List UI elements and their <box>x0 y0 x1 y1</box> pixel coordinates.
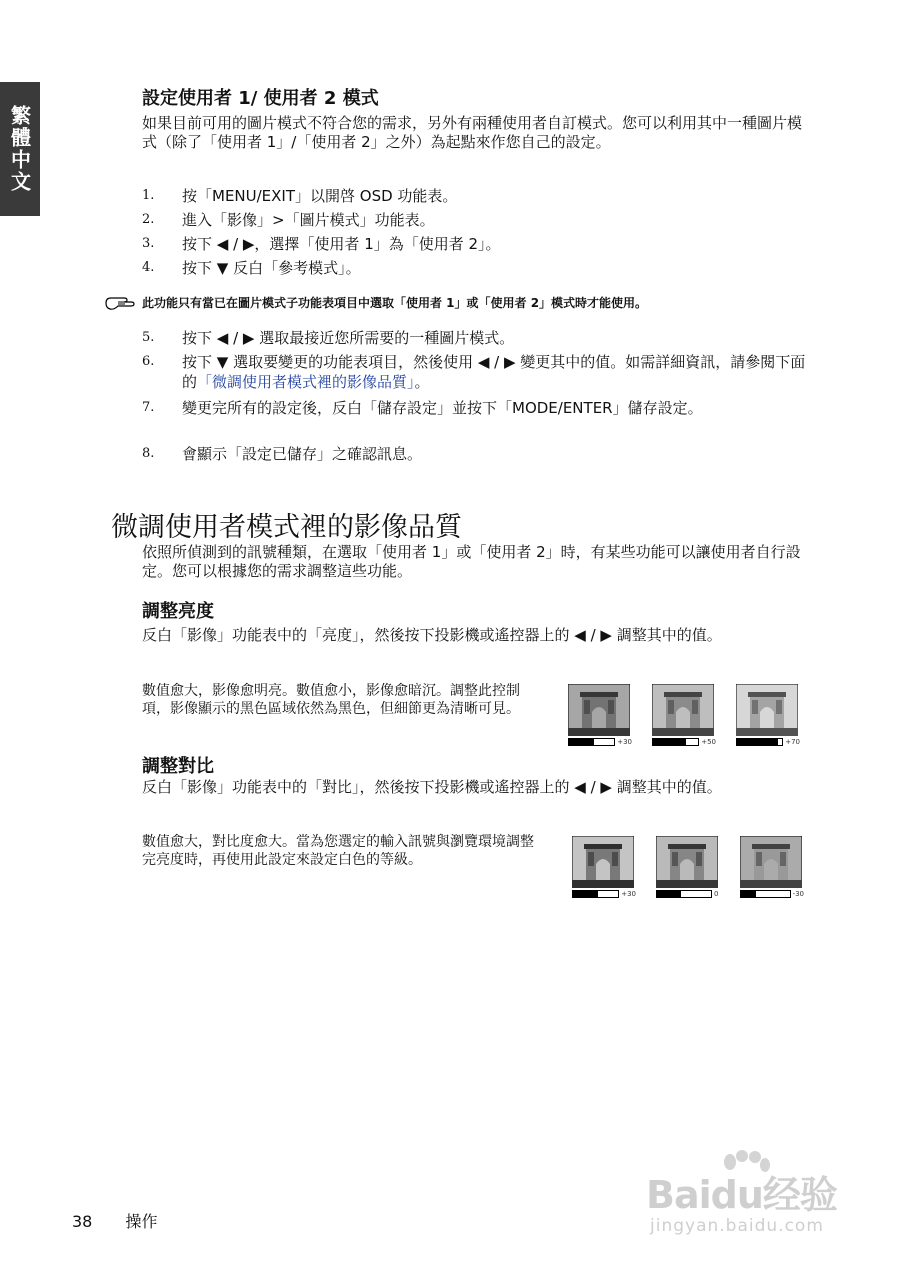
step-number: 3. <box>142 236 155 251</box>
level-bar <box>656 890 712 898</box>
contrast-sample-3 <box>740 836 804 898</box>
watermark-url: jingyan.baidu.com <box>650 1216 824 1236</box>
level-fill <box>741 891 756 897</box>
level-fill <box>653 739 686 745</box>
level-fill <box>573 891 598 897</box>
step-item <box>142 258 804 282</box>
baidu-watermark <box>640 1150 870 1245</box>
step-text <box>182 352 808 398</box>
level-bar <box>572 890 619 898</box>
contrast-sample-1 <box>572 836 636 898</box>
brightness-samples <box>568 684 800 746</box>
step-number: 6. <box>142 354 155 369</box>
step-text: 按下 ◀ / ▶，選擇「使用者 1」為「使用者 2」。 <box>182 235 501 253</box>
page-footer <box>72 1209 157 1232</box>
level-value: +70 <box>785 738 800 746</box>
arch-photo <box>736 684 798 736</box>
pointing-hand-icon <box>104 293 136 311</box>
level-fill <box>737 739 778 745</box>
step-text: 按下 ◀ / ▶ 選取最接近您所需要的一種圖片模式。 <box>182 329 515 347</box>
contrast-desc: 反白「影像」功能表中的「對比」，然後按下投影機或遙控器上的 ◀ / ▶ 調整其中的值。 <box>142 778 722 796</box>
arch-photo <box>740 836 802 888</box>
step-item <box>142 352 808 398</box>
level-meter <box>568 738 632 746</box>
level-meter <box>572 890 636 898</box>
step-number: 2. <box>142 212 155 227</box>
step-item <box>142 398 808 444</box>
step-item <box>142 328 808 352</box>
quality-section-link[interactable]: 「微調使用者模式裡的影像品質」 <box>197 373 415 391</box>
arch-photo <box>572 836 634 888</box>
brightness-sample-2 <box>652 684 716 746</box>
level-value: +30 <box>617 738 632 746</box>
step-number: 5. <box>142 330 155 345</box>
steps-list-b <box>142 328 808 468</box>
level-meter <box>736 738 800 746</box>
note-callout <box>104 293 647 311</box>
step-number: 7. <box>142 400 155 415</box>
brightness-sample-3 <box>736 684 800 746</box>
page-number: 38 <box>72 1212 93 1231</box>
level-value: +30 <box>621 890 636 898</box>
step-item <box>142 234 804 258</box>
step-text: 按「MENU/EXIT」以開啓 OSD 功能表。 <box>182 187 458 205</box>
step-item <box>142 210 804 234</box>
brightness-desc: 反白「影像」功能表中的「亮度」，然後按下投影機或遙控器上的 ◀ / ▶ 調整其中的值。 <box>142 626 722 644</box>
step-number: 8. <box>142 446 155 461</box>
level-bar <box>652 738 699 746</box>
intro-paragraph: 如果目前可用的圖片模式不符合您的需求，另外有兩種使用者自訂模式。您可以利用其中一種圖片模式（除了「使用者 1」/「使用者 2」之外）為起點來作您自己的設定。 <box>142 114 803 151</box>
arch-photo <box>568 684 630 736</box>
footer-label: 操作 <box>125 1212 158 1231</box>
arch-photo <box>656 836 718 888</box>
step-text: 按下 ▼ 反白「參考模式」。 <box>182 259 361 277</box>
brightness-title: 調整亮度 <box>142 601 214 622</box>
contrast-title: 調整對比 <box>142 756 214 777</box>
brightness-detail: 數值愈大，影像愈明亮。數值愈小，影像愈暗沉。調整此控制項，影像顯示的黑色區域依然為黑色，但細節更為清晰可見。 <box>142 683 520 717</box>
section-title-image-quality: 微調使用者模式裡的影像品質 <box>111 512 462 543</box>
contrast-samples <box>572 836 804 898</box>
note-text: 此功能只有當已在圖片模式子功能表項目中選取「使用者 1」或「使用者 2」模式時才能使用。 <box>142 295 648 310</box>
step-text-pre: 按下 ▼ 選取要變更的功能表項目，然後使用 ◀ / ▶ 變更其中的值。如需詳細資訊，請參閱下面的 <box>182 353 806 391</box>
level-bar <box>736 738 783 746</box>
step-item <box>142 186 804 210</box>
level-bar <box>740 890 791 898</box>
language-tab: 繁體中文 <box>0 82 40 216</box>
step-text: 會顯示「設定已儲存」之確認訊息。 <box>182 445 423 463</box>
level-fill <box>657 891 681 897</box>
level-fill <box>569 739 594 745</box>
watermark-logo-text: Baidu经验 <box>646 1173 837 1217</box>
steps-list-a <box>142 186 804 282</box>
level-value: -30 <box>792 890 804 898</box>
level-meter <box>652 738 716 746</box>
level-value: 0 <box>714 890 719 898</box>
level-value: +50 <box>701 738 716 746</box>
step-number: 4. <box>142 260 155 275</box>
step-number: 1. <box>142 188 155 203</box>
section-title-user-mode: 設定使用者 1/ 使用者 2 模式 <box>142 88 379 109</box>
contrast-detail: 數值愈大，對比度愈大。當為您選定的輸入訊號與瀏覽環境調整完亮度時，再使用此設定來設定白色的等級。 <box>142 834 534 868</box>
step-text-post: 。 <box>414 373 430 391</box>
section2-intro: 依照所偵測到的訊號種類，在選取「使用者 1」或「使用者 2」時，有某些功能可以讓使用者自行設定。您可以根據您的需求調整這些功能。 <box>142 543 801 580</box>
level-meter <box>656 890 720 898</box>
level-bar <box>568 738 615 746</box>
contrast-sample-2 <box>656 836 720 898</box>
step-item <box>142 444 808 468</box>
brightness-sample-1 <box>568 684 632 746</box>
step-text: 進入「影像」>「圖片模式」功能表。 <box>182 211 435 229</box>
level-meter <box>740 890 804 898</box>
arch-photo <box>652 684 714 736</box>
step-text: 變更完所有的設定後，反白「儲存設定」並按下「MODE/ENTER」儲存設定。 <box>182 399 703 417</box>
